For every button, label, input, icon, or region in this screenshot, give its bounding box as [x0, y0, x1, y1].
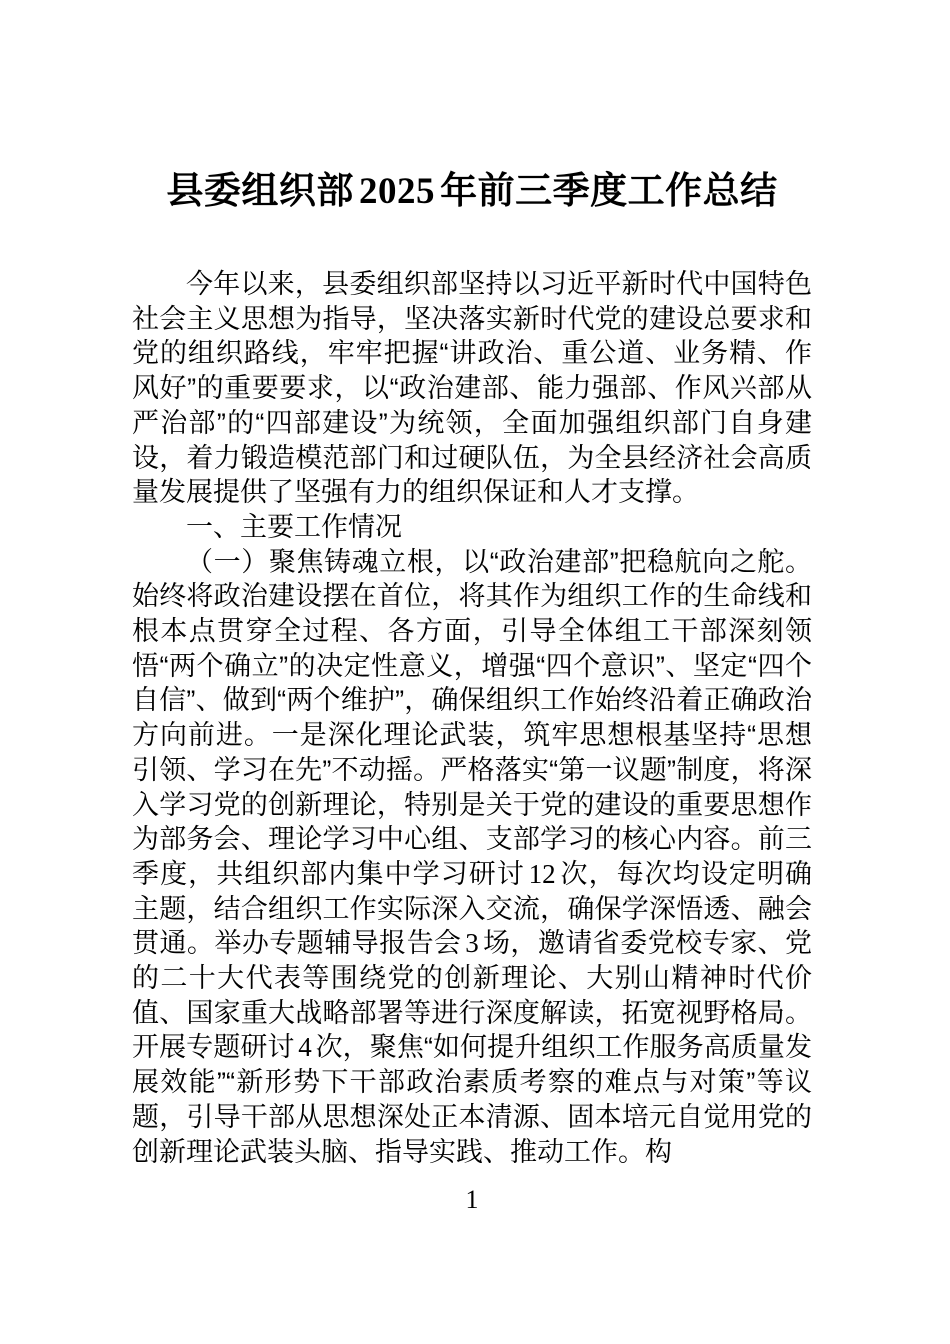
document-body: [132, 267, 812, 1169]
document-title: 县委组织部 2025 年前三季度工作总结: [166, 170, 778, 212]
paragraph-intro: 今年以来，县委组织部坚持以习近平新时代中国特色社会主义思想为指导，坚决落实新时代党的建设总要求和党的组织路线，牢牢把握“讲政治、重公道、业务精、作风好”的重要要求，以“政治建部、能力强部、作风兴部从严治部”的“四部建设”为统领，全面加强组织部门自身建设，着力锻造模范部门和过硬队伍，为全县经济社会高质量发展提供了坚强有力的组织保证和人才支撑。: [132, 269, 812, 508]
page-number: 1: [465, 1185, 479, 1214]
paragraph-section-one: （一）聚焦铸魂立根，以“政治建部”把稳航向之舵。始终将政治建设摆在首位，将其作为组织工作的生命线和根本点贯穿全过程、各方面，引导全体组工干部深刻领悟“两个确立”的决定性意义，增强“四个意识”、坚定“四个自信”、做到“两个维护”，确保组织工作始终沿着正确政治方向前进。一是深化理论武装，筑牢思想根基坚持“思想引领、学习在先”不动摇。严格落实“第一议题”制度，将深入学习党的创新理论，特别是关于党的建设的重要思想作为部务会、理论学习中心组、支部学习的核心内容。前三季度，共组织部内集中学习研讨 12 次，每次均设定明确主题，结合组织工作实际深入交流，确保学深悟透、融会贯通。举办专题辅导报告会 3 场，邀请省委党校专家、党的二十大代表等围绕党的创新理论、大别山精神时代价值、国家重大战略部署等进行深度解读，拓宽视野格局。开展专题研讨 4 次，聚焦“如何提升组织工作服务高质量发展效能”“新形势下干部政治素质考察的难点与对策”等议题，引导干部从思想深处正本清源、固本培元自觉用党的创新理论武装头脑、指导实践、推动工作。构: [132, 546, 813, 1167]
section-heading-main-work: 一、主要工作情况: [186, 511, 402, 542]
